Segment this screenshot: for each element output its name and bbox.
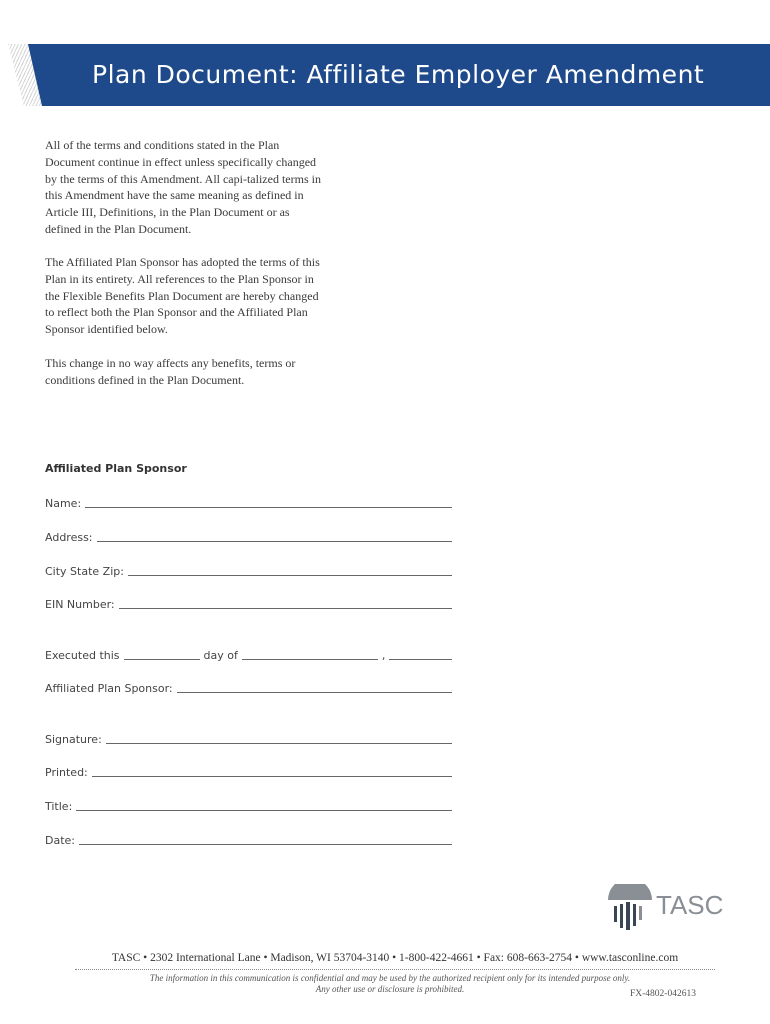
tasc-logo	[604, 884, 726, 932]
printed-input-line[interactable]	[92, 775, 452, 777]
ein-number-input-line[interactable]	[119, 607, 452, 609]
printed-label: Printed:	[45, 766, 88, 779]
ein-number-label: EIN Number:	[45, 598, 115, 611]
date-label: Date:	[45, 834, 75, 847]
page-title: Plan Document: Affiliate Employer Amendment	[92, 60, 705, 89]
name-input-line[interactable]	[85, 506, 452, 508]
address-input-line[interactable]	[97, 540, 452, 542]
intro-paragraph: All of the terms and conditions stated in the Plan Document continue in effect unless specifically changed by the terms of this Amendment. All capi-talized terms in this Amendment have the same meaning as defined in Article III, Definitions, in the Plan Document or as defined in the Plan Document.	[45, 138, 321, 236]
affiliated-plan-sponsor-heading: Affiliated Plan Sponsor	[45, 462, 187, 475]
executed-day-input-line[interactable]	[124, 658, 200, 660]
address-field[interactable]	[45, 531, 452, 544]
affiliated-plan-sponsor-field[interactable]	[45, 682, 452, 695]
tasc-logo-text: TASC	[656, 890, 724, 920]
executed-year-input-line[interactable]	[389, 658, 452, 660]
city-state-zip-input-line[interactable]	[128, 574, 452, 576]
day-of-label: day of	[203, 649, 238, 662]
printed-name-field[interactable]	[45, 766, 452, 779]
ein-number-field[interactable]	[45, 598, 452, 611]
city-state-zip-field[interactable]	[45, 565, 452, 578]
confidentiality-notice-line-1: The information in this communication is confidential and may be used by the authorized recipient only for its intended purpose only.	[149, 973, 631, 983]
form-code: FX-4802-042613	[630, 989, 696, 999]
executed-month-input-line[interactable]	[242, 658, 378, 660]
name-field[interactable]	[45, 497, 452, 510]
adoption-paragraph: The Affiliated Plan Sponsor has adopted the terms of this Plan in its entirety. All references to the Plan Sponsor in the Flexible Benefits Plan Document are hereby changed to reflect both the Plan Sponsor and the Affiliated Plan Sponsor identified below.	[45, 255, 320, 337]
date-input-line[interactable]	[79, 843, 452, 845]
date-comma: ,	[381, 649, 386, 662]
executed-this-label: Executed this	[45, 649, 120, 662]
address-label: Address:	[45, 531, 93, 544]
signature-label: Signature:	[45, 733, 102, 746]
title-input-line[interactable]	[76, 809, 452, 811]
date-field[interactable]	[45, 834, 452, 847]
footer-contact-line: TASC • 2302 International Lane • Madison, WI 53704-3140 • 1-800-422-4661 • Fax: 608-663-2754 • www.tasconline.com	[111, 952, 679, 964]
confidentiality-notice-line-2: Any other use or disclosure is prohibited.	[315, 984, 465, 994]
title-label: Title:	[45, 800, 73, 813]
name-label: Name:	[45, 497, 82, 510]
signature-field[interactable]	[45, 733, 452, 746]
affiliated-plan-sponsor-input-line[interactable]	[177, 691, 452, 693]
executed-date-field[interactable]	[45, 649, 452, 662]
title-field[interactable]	[45, 800, 452, 813]
city-state-zip-label: City State Zip:	[45, 565, 124, 578]
signature-input-line[interactable]	[106, 742, 452, 744]
affiliated-plan-sponsor-label: Affiliated Plan Sponsor:	[45, 682, 173, 695]
tasc-logo-icon	[608, 884, 652, 930]
footer-divider	[75, 969, 715, 970]
no-change-paragraph: This change in no way affects any benefits, terms or conditions defined in the Plan Document.	[45, 356, 296, 387]
